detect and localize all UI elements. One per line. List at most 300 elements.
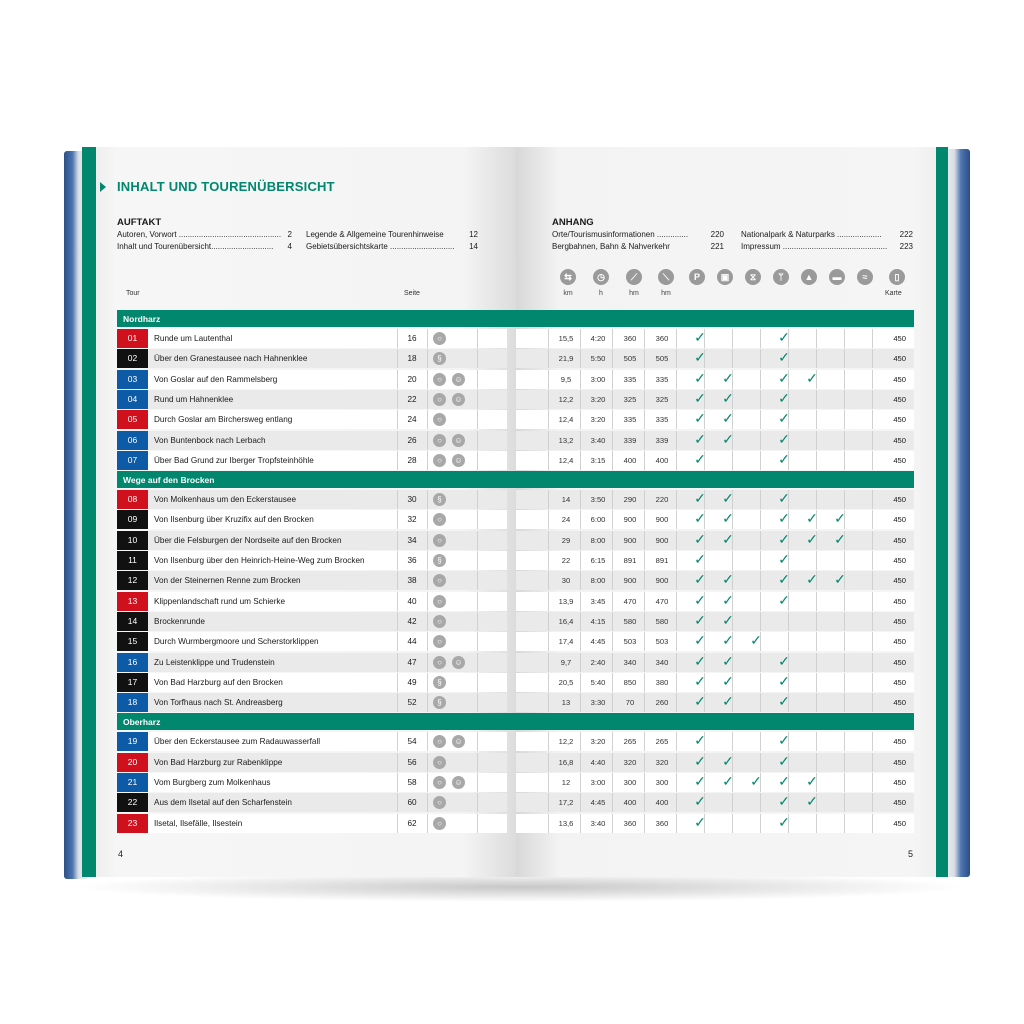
- column-divider: [872, 329, 873, 348]
- section-header: [117, 310, 516, 327]
- tour-map-number: 450: [893, 495, 906, 505]
- tour-row[interactable]: [117, 349, 507, 368]
- column-divider: [612, 370, 613, 389]
- tour-row[interactable]: [117, 632, 507, 651]
- tour-row[interactable]: [117, 732, 507, 751]
- column-divider: [676, 431, 677, 450]
- tour-row[interactable]: [117, 431, 507, 450]
- section-title: Oberharz: [123, 717, 161, 728]
- column-divider: [872, 592, 873, 611]
- column-divider: [788, 632, 789, 651]
- check-icon: ✓: [778, 329, 790, 345]
- tour-distance: 16,4: [558, 616, 574, 626]
- column-divider: [816, 693, 817, 712]
- column-divider: [872, 653, 873, 672]
- column-divider: [548, 410, 549, 429]
- tour-name[interactable]: Von Torfhaus nach St. Andreasberg: [154, 698, 283, 708]
- column-divider: [612, 612, 613, 631]
- tour-row[interactable]: [117, 673, 507, 692]
- column-divider: [644, 753, 645, 772]
- distance-icon: ⇆: [560, 269, 576, 285]
- column-divider: [644, 329, 645, 348]
- tour-ascent: 891: [623, 556, 637, 565]
- column-divider: [477, 431, 478, 450]
- column-divider: [580, 349, 581, 368]
- unit-label: km: [563, 290, 573, 297]
- tour-number-badge: 09: [117, 510, 148, 529]
- column-divider: [612, 773, 613, 792]
- tour-distance: 13,6: [558, 818, 574, 828]
- tour-row[interactable]: [117, 370, 507, 389]
- tour-name[interactable]: Von Bad Harzburg auf den Brocken: [154, 677, 283, 687]
- column-divider: [580, 431, 581, 450]
- column-divider: [580, 693, 581, 712]
- tour-duration: 5:40: [590, 677, 606, 687]
- column-divider: [427, 571, 428, 590]
- family-icon: ☺: [452, 454, 465, 467]
- column-divider: [732, 732, 733, 751]
- tour-name[interactable]: Von Bad Harzburg zur Rabenklippe: [154, 757, 283, 767]
- tour-distance: 20,5: [558, 677, 574, 687]
- column-divider: [580, 329, 581, 348]
- family-icon: ☺: [452, 735, 465, 748]
- tour-duration: 6:15: [590, 556, 606, 565]
- column-divider: [548, 753, 549, 772]
- column-divider: [872, 632, 873, 651]
- toc-entry[interactable]: Bergbahnen, Bahn & Nahverkehr 221: [552, 242, 724, 251]
- cable-car-icon: ⧖: [745, 269, 761, 285]
- column-divider: [872, 773, 873, 792]
- tour-number-badge: 15: [117, 632, 148, 651]
- tour-name[interactable]: Runde um Lautenthal: [154, 334, 233, 343]
- unit-label: hm: [661, 290, 671, 297]
- tour-name[interactable]: Brockenrunde: [154, 616, 205, 626]
- column-divider: [844, 410, 845, 429]
- column-divider: [477, 390, 478, 409]
- toc-entry[interactable]: Gebietsübersichtskarte ............................. 14: [306, 242, 478, 251]
- tour-row[interactable]: [117, 451, 507, 470]
- check-icon: ✓: [778, 349, 790, 366]
- tour-map-number: 450: [893, 515, 906, 525]
- column-divider: [548, 793, 549, 812]
- tour-map-number: 450: [893, 455, 906, 465]
- title-arrow-icon: [100, 182, 106, 192]
- check-icon: ✓: [694, 732, 706, 749]
- column-divider: [427, 653, 428, 672]
- column-divider: [644, 673, 645, 692]
- tour-row[interactable]: [117, 531, 507, 550]
- check-icon: ✓: [694, 430, 706, 447]
- tour-row[interactable]: [117, 410, 507, 429]
- tour-map-number: 450: [893, 737, 906, 747]
- column-divider: [872, 753, 873, 772]
- tour-ascent: 580: [623, 616, 637, 626]
- round-trip-icon: ○: [433, 393, 446, 406]
- column-divider: [580, 753, 581, 772]
- tour-number-badge: 06: [117, 431, 148, 450]
- family-icon: ☺: [452, 656, 465, 669]
- tour-row[interactable]: [117, 653, 507, 672]
- bus-icon: ▣: [717, 269, 733, 285]
- tour-descent: 400: [655, 455, 669, 465]
- tour-descent: 400: [655, 798, 669, 808]
- column-divider: [477, 673, 478, 692]
- column-divider: [816, 490, 817, 509]
- column-divider: [427, 531, 428, 550]
- tour-page: 38: [407, 576, 417, 586]
- column-divider: [427, 551, 428, 570]
- tour-name[interactable]: Von Ilsenburg über Kruzifix auf den Brocken: [154, 515, 314, 525]
- unit-label: hm: [629, 290, 639, 297]
- tour-row[interactable]: [117, 571, 507, 590]
- tour-map-number: 450: [893, 415, 906, 425]
- tour-row[interactable]: [117, 793, 507, 812]
- column-divider: [612, 673, 613, 692]
- tour-distance: 12,2: [558, 737, 574, 747]
- tour-name[interactable]: Von Goslar auf den Rammelsberg: [154, 374, 278, 384]
- tour-distance: 24: [561, 515, 571, 525]
- check-icon: ✓: [778, 369, 790, 386]
- tour-ascent: 339: [623, 435, 637, 445]
- check-icon: ✓: [806, 793, 818, 810]
- tour-descent: 470: [655, 596, 669, 606]
- check-icon: ✓: [722, 490, 734, 507]
- column-divider: [644, 793, 645, 812]
- column-divider: [676, 632, 677, 651]
- tour-row-details: [516, 673, 914, 692]
- column-divider: [580, 451, 581, 470]
- tour-distance: 29: [561, 535, 571, 545]
- toc-entry[interactable]: Orte/Tourismusinformationen .............. 220: [552, 230, 724, 239]
- column-divider: [477, 370, 478, 389]
- column-divider: [477, 732, 478, 751]
- section-title: Nordharz: [123, 314, 161, 324]
- check-icon: ✓: [722, 752, 734, 769]
- column-divider: [644, 410, 645, 429]
- tour-row-details: [516, 551, 914, 570]
- tour-duration: 3:40: [590, 435, 606, 445]
- check-icon: ✓: [778, 672, 790, 689]
- toc-entry[interactable]: Nationalpark & Naturparks .................... 222: [741, 230, 913, 239]
- round-trip-icon: ○: [433, 615, 446, 628]
- column-divider: [580, 773, 581, 792]
- tour-row-details: [516, 773, 914, 792]
- check-icon: ✓: [694, 450, 706, 467]
- tour-row[interactable]: [117, 592, 507, 611]
- tour-descent: 340: [655, 657, 669, 667]
- section-header: [516, 471, 914, 488]
- column-divider: [427, 632, 428, 651]
- tour-duration: 4:15: [590, 616, 606, 626]
- tour-number-badge: 23: [117, 814, 148, 833]
- tour-row[interactable]: [117, 490, 507, 509]
- tour-name[interactable]: Durch Goslar am Birchersweg entlang: [154, 415, 293, 425]
- check-icon: ✓: [694, 693, 706, 710]
- column-divider: [427, 793, 428, 812]
- tour-name[interactable]: Ilsetal, Ilsefälle, Ilsestein: [154, 818, 243, 828]
- tour-ascent: 900: [623, 515, 637, 525]
- tour-page: 44: [407, 637, 417, 647]
- column-divider: [844, 693, 845, 712]
- check-icon: ✓: [694, 349, 706, 366]
- tour-duration: 3:30: [590, 698, 606, 708]
- column-divider: [844, 793, 845, 812]
- tour-row-details: [516, 431, 914, 450]
- column-divider: [816, 329, 817, 348]
- column-divider: [580, 632, 581, 651]
- tour-ascent: 290: [623, 495, 637, 505]
- column-divider: [788, 612, 789, 631]
- tour-row[interactable]: [117, 390, 507, 409]
- tour-distance: 16,8: [558, 757, 574, 767]
- toc-entry[interactable]: Legende & Allgemeine Tourenhinweise 12: [306, 230, 478, 239]
- tour-number-badge: 19: [117, 732, 148, 751]
- tour-row[interactable]: [117, 612, 507, 631]
- tour-distance: 13: [561, 698, 571, 708]
- check-icon: ✓: [778, 693, 790, 710]
- column-divider: [816, 632, 817, 651]
- tour-name[interactable]: Von der Steinernen Renne zum Brocken: [154, 576, 301, 586]
- tour-name[interactable]: Von Ilsenburg über den Heinrich-Heine-Weg zum Brocken: [154, 556, 365, 565]
- tour-row-details: [516, 571, 914, 590]
- tour-map-number: 450: [893, 435, 906, 445]
- tour-descent: 580: [655, 616, 669, 626]
- check-icon: ✓: [750, 632, 762, 649]
- column-divider: [676, 612, 677, 631]
- check-icon: ✓: [806, 773, 818, 789]
- column-divider: [427, 753, 428, 772]
- tour-distance: 17,2: [558, 798, 574, 808]
- round-trip-icon: ○: [433, 595, 446, 608]
- tour-duration: 4:45: [590, 798, 606, 808]
- tour-number-badge: 16: [117, 653, 148, 672]
- family-icon: ☺: [452, 776, 465, 789]
- tour-map-number: 450: [893, 616, 906, 626]
- unit-label: h: [599, 290, 603, 297]
- column-divider: [760, 673, 761, 692]
- round-trip-icon: ○: [433, 635, 446, 648]
- column-divider: [427, 329, 428, 348]
- tour-ascent: 70: [625, 698, 635, 708]
- tour-name[interactable]: Durch Wurmbergmoore und Scherstorklippen: [154, 637, 319, 647]
- linear-route-icon: §: [433, 696, 446, 709]
- column-divider: [816, 732, 817, 751]
- tour-page: 49: [407, 677, 417, 687]
- column-divider: [580, 732, 581, 751]
- round-trip-icon: ○: [433, 413, 446, 426]
- column-divider: [732, 451, 733, 470]
- tour-name[interactable]: Von Buntenbock nach Lerbach: [154, 435, 266, 445]
- tour-row[interactable]: [117, 510, 507, 529]
- column-divider: [760, 551, 761, 570]
- tour-duration: 8:00: [590, 535, 606, 545]
- tour-row[interactable]: [117, 773, 507, 792]
- tour-descent: 891: [655, 556, 669, 565]
- column-divider: [548, 329, 549, 348]
- tour-name[interactable]: Rund um Hahnenklee: [154, 394, 234, 404]
- tour-row[interactable]: [117, 814, 507, 833]
- tour-descent: 503: [655, 637, 669, 647]
- column-divider: [760, 612, 761, 631]
- column-divider: [644, 510, 645, 529]
- column-divider: [872, 732, 873, 751]
- tour-row-details: [516, 793, 914, 812]
- column-divider: [612, 814, 613, 833]
- column-divider: [816, 390, 817, 409]
- check-icon: ✓: [778, 652, 790, 669]
- column-divider: [644, 653, 645, 672]
- check-icon: ✓: [722, 389, 734, 406]
- tour-duration: 3:20: [590, 394, 606, 404]
- column-divider: [427, 732, 428, 751]
- column-divider: [427, 370, 428, 389]
- tour-name[interactable]: Aus dem Ilsetal auf den Scharfenstein: [154, 798, 292, 808]
- column-divider: [612, 349, 613, 368]
- tour-name[interactable]: Über den Granestausee nach Hahnenklee: [154, 354, 308, 364]
- column-divider: [760, 370, 761, 389]
- tour-number-badge: 12: [117, 571, 148, 590]
- check-icon: ✓: [834, 510, 846, 527]
- column-divider: [477, 531, 478, 550]
- column-divider: [872, 551, 873, 570]
- check-icon: ✓: [778, 551, 790, 567]
- linear-route-icon: §: [433, 493, 446, 506]
- column-divider: [760, 531, 761, 550]
- tour-row[interactable]: [117, 753, 507, 772]
- check-icon: ✓: [778, 732, 790, 749]
- column-divider: [676, 773, 677, 792]
- tour-name[interactable]: Vom Burgberg zum Molkenhaus: [154, 778, 271, 787]
- tour-row-details: [516, 632, 914, 651]
- column-divider: [477, 451, 478, 470]
- tour-name[interactable]: Über Bad Grund zur Iberger Tropfsteinhöhle: [154, 455, 314, 465]
- tour-descent: 900: [655, 535, 669, 545]
- tour-page: 16: [407, 334, 417, 343]
- check-icon: ✓: [694, 369, 706, 386]
- tour-map-number: 450: [893, 698, 906, 708]
- tour-ascent: 320: [623, 757, 637, 767]
- tour-row-details: [516, 653, 914, 672]
- page-title: INHALT UND TOURENÜBERSICHT: [117, 179, 335, 194]
- column-divider: [580, 612, 581, 631]
- tour-descent: 900: [655, 576, 669, 586]
- tour-row[interactable]: [117, 693, 507, 712]
- column-divider: [548, 531, 549, 550]
- tour-page: 28: [407, 455, 417, 465]
- check-icon: ✓: [750, 773, 762, 789]
- tour-row-details: [516, 814, 914, 833]
- tour-distance: 22: [561, 556, 571, 565]
- tour-descent: 320: [655, 757, 669, 767]
- tour-page: 18: [407, 354, 417, 364]
- column-divider: [816, 451, 817, 470]
- column-divider: [760, 693, 761, 712]
- column-divider: [872, 370, 873, 389]
- column-divider: [872, 793, 873, 812]
- tour-page: 62: [407, 818, 417, 828]
- tour-row[interactable]: [117, 551, 507, 570]
- linear-route-icon: §: [433, 352, 446, 365]
- page-number-right: 5: [908, 849, 914, 859]
- column-divider: [760, 793, 761, 812]
- column-divider: [844, 329, 845, 348]
- column-divider: [676, 551, 677, 570]
- toc-entry[interactable]: Impressum ............................................... 223: [741, 242, 913, 251]
- column-divider: [477, 653, 478, 672]
- check-icon: ✓: [694, 329, 706, 345]
- toc-entry[interactable]: Inhalt und Tourenübersicht............................ 4: [117, 242, 292, 251]
- check-icon: ✓: [806, 571, 818, 588]
- column-divider: [676, 451, 677, 470]
- column-divider: [676, 753, 677, 772]
- tour-distance: 9,5: [560, 374, 572, 384]
- tour-map-number: 450: [893, 778, 906, 787]
- tour-row-details: [516, 451, 914, 470]
- column-divider: [844, 612, 845, 631]
- column-divider: [644, 814, 645, 833]
- tour-ascent: 503: [623, 637, 637, 647]
- tour-distance: 17,4: [558, 637, 574, 647]
- tour-ascent: 360: [623, 334, 637, 343]
- tour-ascent: 300: [623, 778, 637, 787]
- tour-page: 30: [407, 495, 417, 505]
- check-icon: ✓: [694, 672, 706, 689]
- column-divider: [844, 753, 845, 772]
- tour-row-details: [516, 410, 914, 429]
- check-icon: ✓: [778, 793, 790, 810]
- round-trip-icon: ○: [433, 756, 446, 769]
- check-icon: ✓: [694, 591, 706, 608]
- column-divider: [427, 431, 428, 450]
- tour-duration: 4:45: [590, 637, 606, 647]
- tour-ascent: 505: [623, 354, 637, 364]
- tour-number-badge: 22: [117, 793, 148, 812]
- column-divider: [548, 490, 549, 509]
- tour-row-details: [516, 592, 914, 611]
- column-divider: [548, 349, 549, 368]
- tour-name[interactable]: Zu Leistenklippe und Trudenstein: [154, 657, 275, 667]
- tour-name[interactable]: Über den Eckerstausee zum Radauwasserfall: [154, 737, 321, 747]
- tour-name[interactable]: Über die Felsburgen der Nordseite auf den Brocken: [154, 535, 342, 545]
- column-divider: [816, 431, 817, 450]
- toc-entry[interactable]: Autoren, Vorwort .............................................. 2: [117, 230, 292, 239]
- column-divider: [427, 612, 428, 631]
- column-divider: [548, 592, 549, 611]
- tour-row[interactable]: [117, 329, 507, 348]
- column-divider: [580, 390, 581, 409]
- column-divider: [676, 329, 677, 348]
- column-divider: [644, 592, 645, 611]
- check-icon: ✓: [778, 389, 790, 406]
- tour-page: 42: [407, 616, 417, 626]
- column-divider: [477, 490, 478, 509]
- tour-name[interactable]: Klippenlandschaft rund um Schierke: [154, 596, 286, 606]
- right-page: [516, 147, 948, 877]
- tour-descent: 300: [655, 778, 669, 787]
- column-divider: [427, 773, 428, 792]
- tour-map-number: 450: [893, 374, 906, 384]
- column-divider: [477, 612, 478, 631]
- column-divider: [872, 510, 873, 529]
- tour-ascent: 470: [623, 596, 637, 606]
- column-divider: [844, 814, 845, 833]
- round-trip-icon: ○: [433, 332, 446, 345]
- tour-descent: 380: [655, 677, 669, 687]
- tour-name[interactable]: Von Molkenhaus um den Eckerstausee: [154, 495, 297, 505]
- auftakt-heading: AUFTAKT: [117, 217, 162, 228]
- tour-number-badge: 01: [117, 329, 148, 348]
- column-divider: [676, 673, 677, 692]
